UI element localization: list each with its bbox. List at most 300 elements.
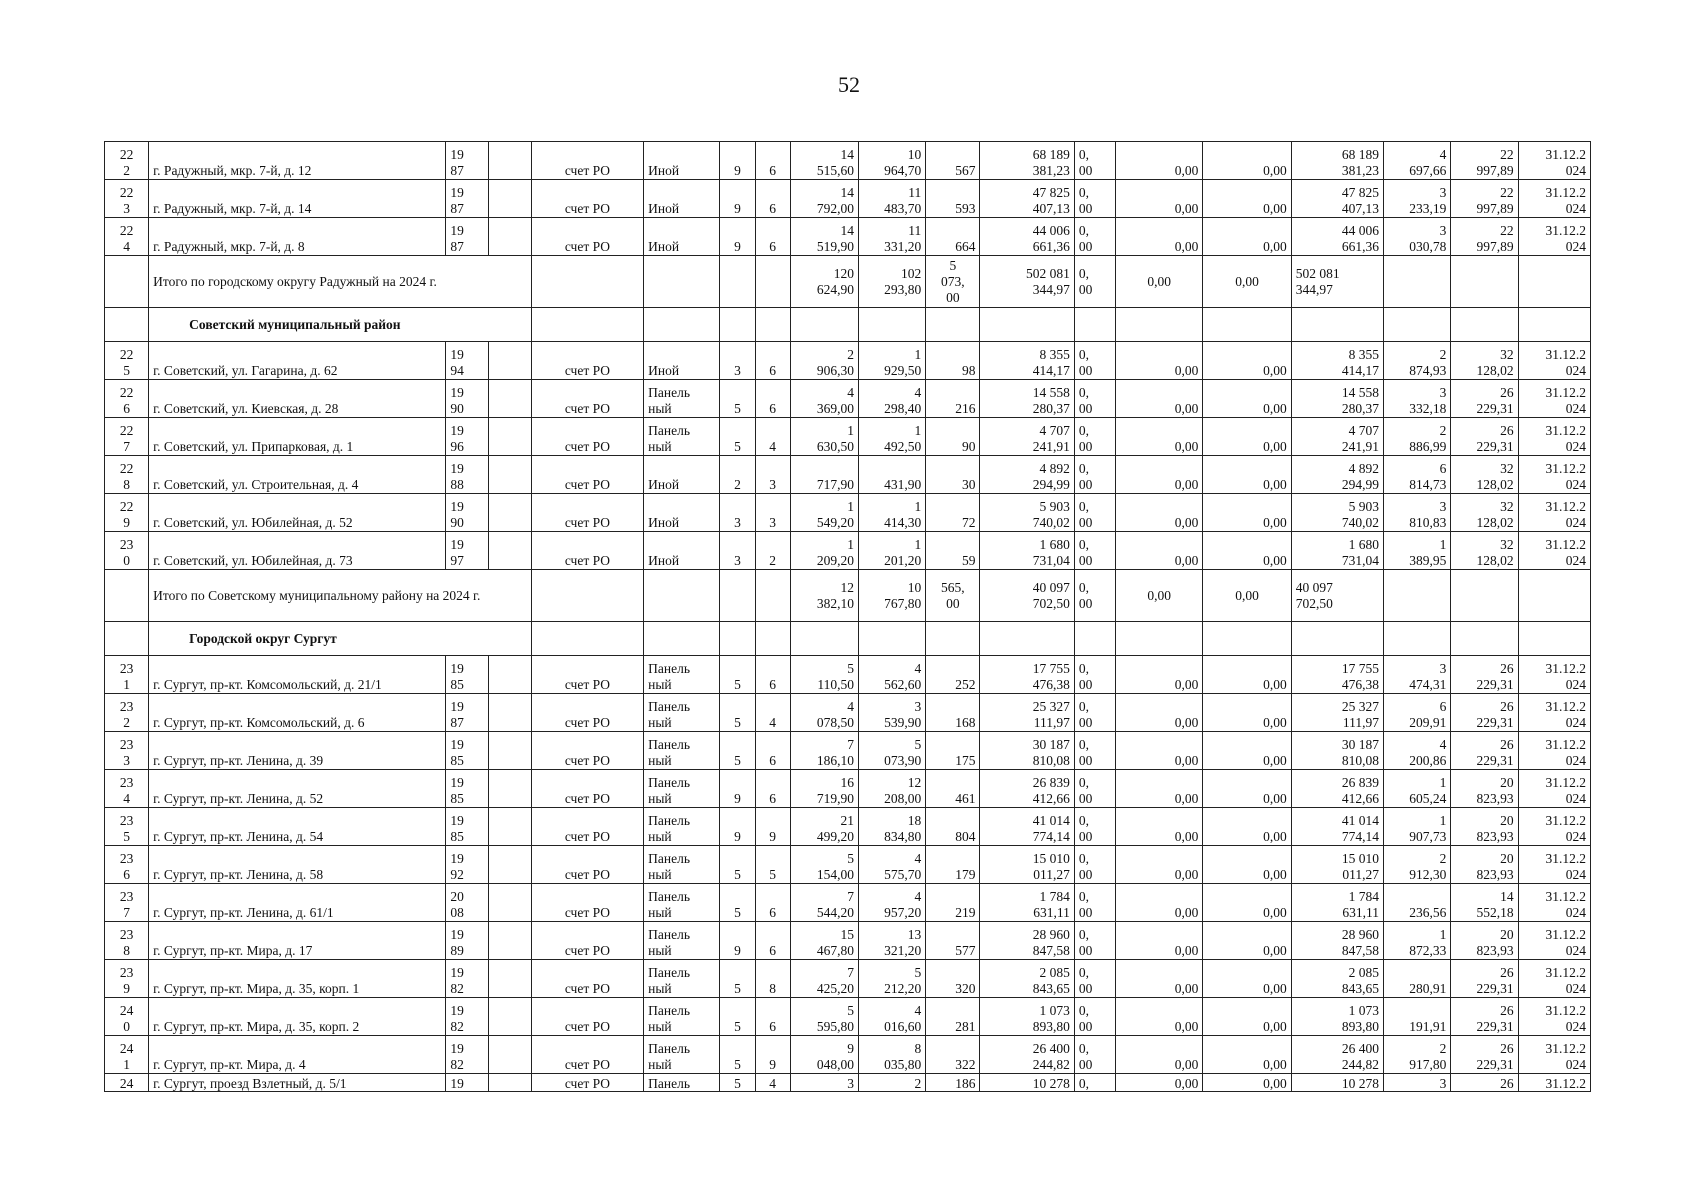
blank-cell <box>488 532 531 570</box>
empty-cell <box>105 622 149 656</box>
fund-share-cell: 0, 00 <box>1074 998 1115 1036</box>
row-number-cell: 23 2 <box>105 694 149 732</box>
owners-funds-cell: 68 189 381,23 <box>1291 142 1383 180</box>
municipal-budget-cell: 0,00 <box>1203 570 1291 622</box>
year-cell: 19 87 <box>446 694 488 732</box>
completion-date-cell <box>1518 308 1590 342</box>
unit-cost-cell: 3 233,19 <box>1384 180 1451 218</box>
table-row <box>105 380 1591 418</box>
regional-budget-cell: 0,00 <box>1116 808 1203 846</box>
living-area-cell: 18 834,80 <box>858 808 925 846</box>
table-row <box>105 998 1591 1036</box>
blank-cell <box>488 380 531 418</box>
total-area-cell: 1 630,50 <box>790 418 858 456</box>
table-row <box>105 922 1591 960</box>
table-row <box>105 218 1591 256</box>
unit-limit-cell: 22 997,89 <box>1451 180 1518 218</box>
entrances-cell <box>755 308 790 342</box>
municipal-budget-cell: 0,00 <box>1203 960 1291 998</box>
entrances-cell: 6 <box>755 180 790 218</box>
table-row <box>105 770 1591 808</box>
total-area-cell: 14 515,60 <box>790 142 858 180</box>
fund-method-cell: счет РО <box>531 180 643 218</box>
total-cost-cell: 4 892 294,99 <box>980 456 1074 494</box>
entrances-cell: 4 <box>755 1074 790 1092</box>
row-number-cell: 22 4 <box>105 218 149 256</box>
completion-date-cell <box>1518 256 1590 308</box>
residents-cell: 252 <box>926 656 980 694</box>
municipal-budget-cell: 0,00 <box>1203 494 1291 532</box>
blank-cell <box>488 998 531 1036</box>
fund-method-cell: счет РО <box>531 884 643 922</box>
unit-limit-cell: 32 128,02 <box>1451 342 1518 380</box>
unit-cost-cell: 3 810,83 <box>1384 494 1451 532</box>
owners-funds-cell: 26 839 412,66 <box>1291 770 1383 808</box>
completion-date-cell: 31.12.2 024 <box>1518 960 1590 998</box>
row-number-cell: 23 4 <box>105 770 149 808</box>
total-cost-cell: 47 825 407,13 <box>980 180 1074 218</box>
total-area-cell: 1 209,20 <box>790 532 858 570</box>
fund-share-cell: 0, 00 <box>1074 960 1115 998</box>
table-row <box>105 418 1591 456</box>
section-header-row <box>105 622 1591 656</box>
floors-cell: 5 <box>720 656 755 694</box>
living-area-cell: 8 035,80 <box>858 1036 925 1074</box>
completion-date-cell: 31.12.2 024 <box>1518 180 1590 218</box>
year-cell: 19 85 <box>446 732 488 770</box>
blank-cell <box>488 732 531 770</box>
unit-limit-cell: 22 997,89 <box>1451 218 1518 256</box>
blank-cell <box>488 656 531 694</box>
row-number-cell: 23 5 <box>105 808 149 846</box>
unit-cost-cell: 4 200,86 <box>1384 732 1451 770</box>
unit-cost-cell: 3 <box>1384 1074 1451 1092</box>
empty-cell <box>105 308 149 342</box>
wall-material-cell: Иной <box>644 456 720 494</box>
entrances-cell: 4 <box>755 418 790 456</box>
fund-share-cell: 0, 00 <box>1074 218 1115 256</box>
row-number-cell: 22 6 <box>105 380 149 418</box>
year-cell: 19 90 <box>446 380 488 418</box>
unit-cost-cell: 1 605,24 <box>1384 770 1451 808</box>
wall-material-cell: Иной <box>644 532 720 570</box>
floors-cell: 5 <box>720 732 755 770</box>
residents-cell: 216 <box>926 380 980 418</box>
unit-limit-cell: 26 229,31 <box>1451 1036 1518 1074</box>
unit-limit-cell <box>1451 570 1518 622</box>
municipal-budget-cell: 0,00 <box>1203 1036 1291 1074</box>
year-cell: 19 82 <box>446 998 488 1036</box>
wall-material-cell: Панель ный <box>644 808 720 846</box>
address-cell: г. Советский, ул. Гагарина, д. 62 <box>149 342 446 380</box>
table-row <box>105 180 1591 218</box>
fund-share-cell <box>1074 622 1115 656</box>
total-area-cell: 2 906,30 <box>790 342 858 380</box>
address-cell: г. Радужный, мкр. 7-й, д. 8 <box>149 218 446 256</box>
blank-cell <box>488 884 531 922</box>
regional-budget-cell: 0,00 <box>1116 960 1203 998</box>
fund-method-cell: счет РО <box>531 960 643 998</box>
regional-budget-cell: 0,00 <box>1116 180 1203 218</box>
address-cell: г. Советский, ул. Юбилейная, д. 52 <box>149 494 446 532</box>
table-row <box>105 656 1591 694</box>
wall-material-cell: Панель ный <box>644 380 720 418</box>
address-cell: г. Советский, ул. Киевская, д. 28 <box>149 380 446 418</box>
completion-date-cell: 31.12.2 024 <box>1518 808 1590 846</box>
fund-share-cell: 0, 00 <box>1074 656 1115 694</box>
unit-limit-cell: 32 128,02 <box>1451 456 1518 494</box>
completion-date-cell: 31.12.2 024 <box>1518 218 1590 256</box>
unit-cost-cell: 1 872,33 <box>1384 922 1451 960</box>
owners-funds-cell: 15 010 011,27 <box>1291 846 1383 884</box>
address-cell: г. Сургут, пр-кт. Мира, д. 4 <box>149 1036 446 1074</box>
fund-share-cell: 0, 00 <box>1074 418 1115 456</box>
living-area-cell: 11 483,70 <box>858 180 925 218</box>
unit-limit-cell: 32 128,02 <box>1451 494 1518 532</box>
entrances-cell: 6 <box>755 732 790 770</box>
address-cell: г. Сургут, пр-кт. Мира, д. 35, корп. 2 <box>149 998 446 1036</box>
owners-funds-cell: 17 755 476,38 <box>1291 656 1383 694</box>
blank-cell <box>488 218 531 256</box>
entrances-cell: 6 <box>755 218 790 256</box>
owners-funds-cell: 1 784 631,11 <box>1291 884 1383 922</box>
completion-date-cell: 31.12.2 024 <box>1518 694 1590 732</box>
residents-cell: 567 <box>926 142 980 180</box>
entrances-cell <box>755 622 790 656</box>
total-cost-cell: 44 006 661,36 <box>980 218 1074 256</box>
address-cell: г. Сургут, проезд Взлетный, д. 5/1 <box>149 1074 446 1092</box>
address-cell: г. Советский, ул. Припарковая, д. 1 <box>149 418 446 456</box>
unit-limit-cell: 26 229,31 <box>1451 998 1518 1036</box>
owners-funds-cell: 44 006 661,36 <box>1291 218 1383 256</box>
wall-material-cell: Панель <box>644 1074 720 1092</box>
total-cost-cell: 40 097 702,50 <box>980 570 1074 622</box>
living-area-cell: 1 929,50 <box>858 342 925 380</box>
completion-date-cell: 31.12.2 024 <box>1518 732 1590 770</box>
owners-funds-cell: 2 085 843,65 <box>1291 960 1383 998</box>
year-cell: 20 08 <box>446 884 488 922</box>
completion-date-cell: 31.12.2 024 <box>1518 1036 1590 1074</box>
year-cell: 19 89 <box>446 922 488 960</box>
completion-date-cell: 31.12.2 024 <box>1518 922 1590 960</box>
total-cost-cell: 26 839 412,66 <box>980 770 1074 808</box>
table-row <box>105 342 1591 380</box>
fund-method-cell: счет РО <box>531 846 643 884</box>
owners-funds-cell: 47 825 407,13 <box>1291 180 1383 218</box>
address-cell: г. Сургут, пр-кт. Ленина, д. 52 <box>149 770 446 808</box>
owners-funds-cell: 28 960 847,58 <box>1291 922 1383 960</box>
housing-repair-table <box>104 141 1591 1092</box>
fund-method-cell: счет РО <box>531 456 643 494</box>
owners-funds-cell: 41 014 774,14 <box>1291 808 1383 846</box>
completion-date-cell: 31.12.2 024 <box>1518 142 1590 180</box>
regional-budget-cell: 0,00 <box>1116 380 1203 418</box>
fund-share-cell <box>1074 308 1115 342</box>
entrances-cell: 6 <box>755 380 790 418</box>
total-row <box>105 570 1591 622</box>
municipal-budget-cell: 0,00 <box>1203 380 1291 418</box>
blank-cell <box>488 142 531 180</box>
entrances-cell: 2 <box>755 532 790 570</box>
table-row <box>105 142 1591 180</box>
row-number-cell: 23 9 <box>105 960 149 998</box>
entrances-cell <box>755 256 790 308</box>
total-cost-cell: 26 400 244,82 <box>980 1036 1074 1074</box>
living-area-cell: 4 957,20 <box>858 884 925 922</box>
floors-cell: 5 <box>720 960 755 998</box>
living-area-cell: 1 414,30 <box>858 494 925 532</box>
regional-budget-cell: 0,00 <box>1116 532 1203 570</box>
year-cell: 19 97 <box>446 532 488 570</box>
municipal-budget-cell: 0,00 <box>1203 846 1291 884</box>
municipal-budget-cell: 0,00 <box>1203 732 1291 770</box>
living-area-cell: 431,90 <box>858 456 925 494</box>
fund-method-cell <box>531 256 643 308</box>
unit-limit-cell: 20 823,93 <box>1451 770 1518 808</box>
fund-share-cell: 0, 00 <box>1074 256 1115 308</box>
residents-cell: 577 <box>926 922 980 960</box>
completion-date-cell: 31.12.2 024 <box>1518 456 1590 494</box>
living-area-cell: 4 562,60 <box>858 656 925 694</box>
unit-limit-cell: 32 128,02 <box>1451 532 1518 570</box>
year-cell: 19 82 <box>446 1036 488 1074</box>
living-area-cell: 1 492,50 <box>858 418 925 456</box>
entrances-cell: 3 <box>755 494 790 532</box>
floors-cell: 9 <box>720 218 755 256</box>
completion-date-cell: 31.12.2 024 <box>1518 532 1590 570</box>
unit-cost-cell: 2 886,99 <box>1384 418 1451 456</box>
fund-share-cell: 0, 00 <box>1074 532 1115 570</box>
row-number-cell: 24 <box>105 1074 149 1092</box>
regional-budget-cell: 0,00 <box>1116 570 1203 622</box>
residents-cell: 30 <box>926 456 980 494</box>
row-number-cell: 22 7 <box>105 418 149 456</box>
unit-limit-cell: 20 823,93 <box>1451 846 1518 884</box>
wall-material-cell: Панель ный <box>644 922 720 960</box>
unit-cost-cell <box>1384 622 1451 656</box>
wall-material-cell: Панель ный <box>644 656 720 694</box>
unit-cost-cell: 1 907,73 <box>1384 808 1451 846</box>
floors-cell: 5 <box>720 418 755 456</box>
address-cell: г. Сургут, пр-кт. Мира, д. 17 <box>149 922 446 960</box>
wall-material-cell: Иной <box>644 180 720 218</box>
residents-cell: 59 <box>926 532 980 570</box>
year-cell: 19 87 <box>446 142 488 180</box>
completion-date-cell: 31.12.2 024 <box>1518 846 1590 884</box>
fund-share-cell: 0, 00 <box>1074 808 1115 846</box>
wall-material-cell <box>644 308 720 342</box>
year-cell: 19 85 <box>446 656 488 694</box>
row-number-cell: 24 0 <box>105 998 149 1036</box>
floors-cell: 3 <box>720 342 755 380</box>
entrances-cell: 8 <box>755 960 790 998</box>
wall-material-cell: Иной <box>644 342 720 380</box>
address-cell: г. Сургут, пр-кт. Ленина, д. 58 <box>149 846 446 884</box>
entrances-cell: 5 <box>755 846 790 884</box>
row-number-cell: 22 9 <box>105 494 149 532</box>
total-area-cell: 4 369,00 <box>790 380 858 418</box>
fund-share-cell: 0, <box>1074 1074 1115 1092</box>
municipal-budget-cell: 0,00 <box>1203 656 1291 694</box>
fund-share-cell: 0, 00 <box>1074 570 1115 622</box>
unit-limit-cell <box>1451 256 1518 308</box>
total-cost-cell: 25 327 111,97 <box>980 694 1074 732</box>
fund-share-cell: 0, 00 <box>1074 456 1115 494</box>
living-area-cell <box>858 308 925 342</box>
completion-date-cell: 31.12.2 024 <box>1518 380 1590 418</box>
wall-material-cell: Панель ный <box>644 1036 720 1074</box>
unit-cost-cell: 280,91 <box>1384 960 1451 998</box>
living-area-cell: 10 964,70 <box>858 142 925 180</box>
entrances-cell: 6 <box>755 922 790 960</box>
municipal-budget-cell: 0,00 <box>1203 532 1291 570</box>
row-number-cell: 23 6 <box>105 846 149 884</box>
total-cost-cell: 15 010 011,27 <box>980 846 1074 884</box>
municipal-budget-cell: 0,00 <box>1203 218 1291 256</box>
wall-material-cell: Иной <box>644 218 720 256</box>
table-row <box>105 884 1591 922</box>
total-row <box>105 256 1591 308</box>
housing-table-container <box>104 141 1591 1092</box>
row-number-cell: 23 1 <box>105 656 149 694</box>
residents-cell: 664 <box>926 218 980 256</box>
municipal-budget-cell: 0,00 <box>1203 180 1291 218</box>
address-cell: г. Сургут, пр-кт. Мира, д. 35, корп. 1 <box>149 960 446 998</box>
blank-cell <box>488 846 531 884</box>
municipal-budget-cell: 0,00 <box>1203 456 1291 494</box>
year-cell: 19 90 <box>446 494 488 532</box>
row-number-cell: 23 0 <box>105 532 149 570</box>
total-area-cell: 14 519,90 <box>790 218 858 256</box>
floors-cell: 5 <box>720 1074 755 1092</box>
residents-cell: 5 073, 00 <box>926 256 980 308</box>
blank-cell <box>488 808 531 846</box>
blank-cell <box>488 342 531 380</box>
unit-limit-cell <box>1451 622 1518 656</box>
regional-budget-cell: 0,00 <box>1116 1074 1203 1092</box>
fund-share-cell: 0, 00 <box>1074 846 1115 884</box>
blank-cell <box>488 1074 531 1092</box>
fund-method-cell: счет РО <box>531 808 643 846</box>
wall-material-cell: Иной <box>644 494 720 532</box>
total-area-cell: 120 624,90 <box>790 256 858 308</box>
regional-budget-cell <box>1116 622 1203 656</box>
regional-budget-cell: 0,00 <box>1116 656 1203 694</box>
total-cost-cell: 68 189 381,23 <box>980 142 1074 180</box>
blank-cell <box>488 770 531 808</box>
total-cost-cell: 5 903 740,02 <box>980 494 1074 532</box>
total-cost-cell: 8 355 414,17 <box>980 342 1074 380</box>
fund-share-cell: 0, 00 <box>1074 180 1115 218</box>
fund-method-cell: счет РО <box>531 694 643 732</box>
unit-limit-cell: 26 229,31 <box>1451 656 1518 694</box>
owners-funds-cell: 8 355 414,17 <box>1291 342 1383 380</box>
unit-limit-cell: 26 <box>1451 1074 1518 1092</box>
row-number-cell: 22 5 <box>105 342 149 380</box>
wall-material-cell <box>644 622 720 656</box>
row-number-cell: 23 7 <box>105 884 149 922</box>
entrances-cell: 6 <box>755 884 790 922</box>
owners-funds-cell <box>1291 622 1383 656</box>
total-cost-cell: 1 784 631,11 <box>980 884 1074 922</box>
year-cell: 19 82 <box>446 960 488 998</box>
fund-method-cell: счет РО <box>531 532 643 570</box>
residents-cell: 461 <box>926 770 980 808</box>
table-row <box>105 494 1591 532</box>
municipal-budget-cell <box>1203 622 1291 656</box>
row-number-cell: 23 8 <box>105 922 149 960</box>
entrances-cell: 6 <box>755 342 790 380</box>
regional-budget-cell: 0,00 <box>1116 218 1203 256</box>
total-area-cell: 12 382,10 <box>790 570 858 622</box>
municipal-budget-cell: 0,00 <box>1203 808 1291 846</box>
blank-cell <box>488 960 531 998</box>
unit-cost-cell: 2 874,93 <box>1384 342 1451 380</box>
year-cell: 19 88 <box>446 456 488 494</box>
regional-budget-cell: 0,00 <box>1116 494 1203 532</box>
total-area-cell: 5 110,50 <box>790 656 858 694</box>
blank-cell <box>488 180 531 218</box>
floors-cell: 9 <box>720 180 755 218</box>
total-label: Итого по городскому округу Радужный на 2024 г. <box>149 256 532 308</box>
total-cost-cell: 41 014 774,14 <box>980 808 1074 846</box>
residents-cell: 593 <box>926 180 980 218</box>
fund-share-cell: 0, 00 <box>1074 694 1115 732</box>
unit-cost-cell: 236,56 <box>1384 884 1451 922</box>
completion-date-cell: 31.12.2 024 <box>1518 884 1590 922</box>
total-area-cell: 3 <box>790 1074 858 1092</box>
owners-funds-cell: 5 903 740,02 <box>1291 494 1383 532</box>
total-area-cell: 1 549,20 <box>790 494 858 532</box>
fund-method-cell <box>531 622 643 656</box>
section-header-row <box>105 308 1591 342</box>
fund-method-cell: счет РО <box>531 380 643 418</box>
address-cell: г. Сургут, пр-кт. Ленина, д. 54 <box>149 808 446 846</box>
total-cost-cell <box>980 308 1074 342</box>
municipal-budget-cell: 0,00 <box>1203 998 1291 1036</box>
blank-cell <box>488 418 531 456</box>
total-cost-cell: 1 073 893,80 <box>980 998 1074 1036</box>
regional-budget-cell: 0,00 <box>1116 694 1203 732</box>
regional-budget-cell: 0,00 <box>1116 732 1203 770</box>
residents-cell: 175 <box>926 732 980 770</box>
residents-cell: 168 <box>926 694 980 732</box>
entrances-cell <box>755 570 790 622</box>
municipal-budget-cell: 0,00 <box>1203 342 1291 380</box>
floors-cell: 3 <box>720 532 755 570</box>
blank-cell <box>488 1036 531 1074</box>
total-cost-cell: 17 755 476,38 <box>980 656 1074 694</box>
owners-funds-cell: 4 892 294,99 <box>1291 456 1383 494</box>
regional-budget-cell: 0,00 <box>1116 846 1203 884</box>
total-area-cell: 717,90 <box>790 456 858 494</box>
total-cost-cell: 30 187 810,08 <box>980 732 1074 770</box>
entrances-cell: 4 <box>755 694 790 732</box>
regional-budget-cell: 0,00 <box>1116 418 1203 456</box>
unit-cost-cell: 6 814,73 <box>1384 456 1451 494</box>
entrances-cell: 6 <box>755 142 790 180</box>
living-area-cell: 1 201,20 <box>858 532 925 570</box>
residents-cell <box>926 308 980 342</box>
fund-method-cell: счет РО <box>531 1036 643 1074</box>
completion-date-cell <box>1518 570 1590 622</box>
fund-share-cell: 0, 00 <box>1074 142 1115 180</box>
unit-limit-cell: 26 229,31 <box>1451 960 1518 998</box>
year-cell: 19 92 <box>446 846 488 884</box>
fund-method-cell: счет РО <box>531 494 643 532</box>
entrances-cell: 9 <box>755 1036 790 1074</box>
municipal-budget-cell: 0,00 <box>1203 770 1291 808</box>
